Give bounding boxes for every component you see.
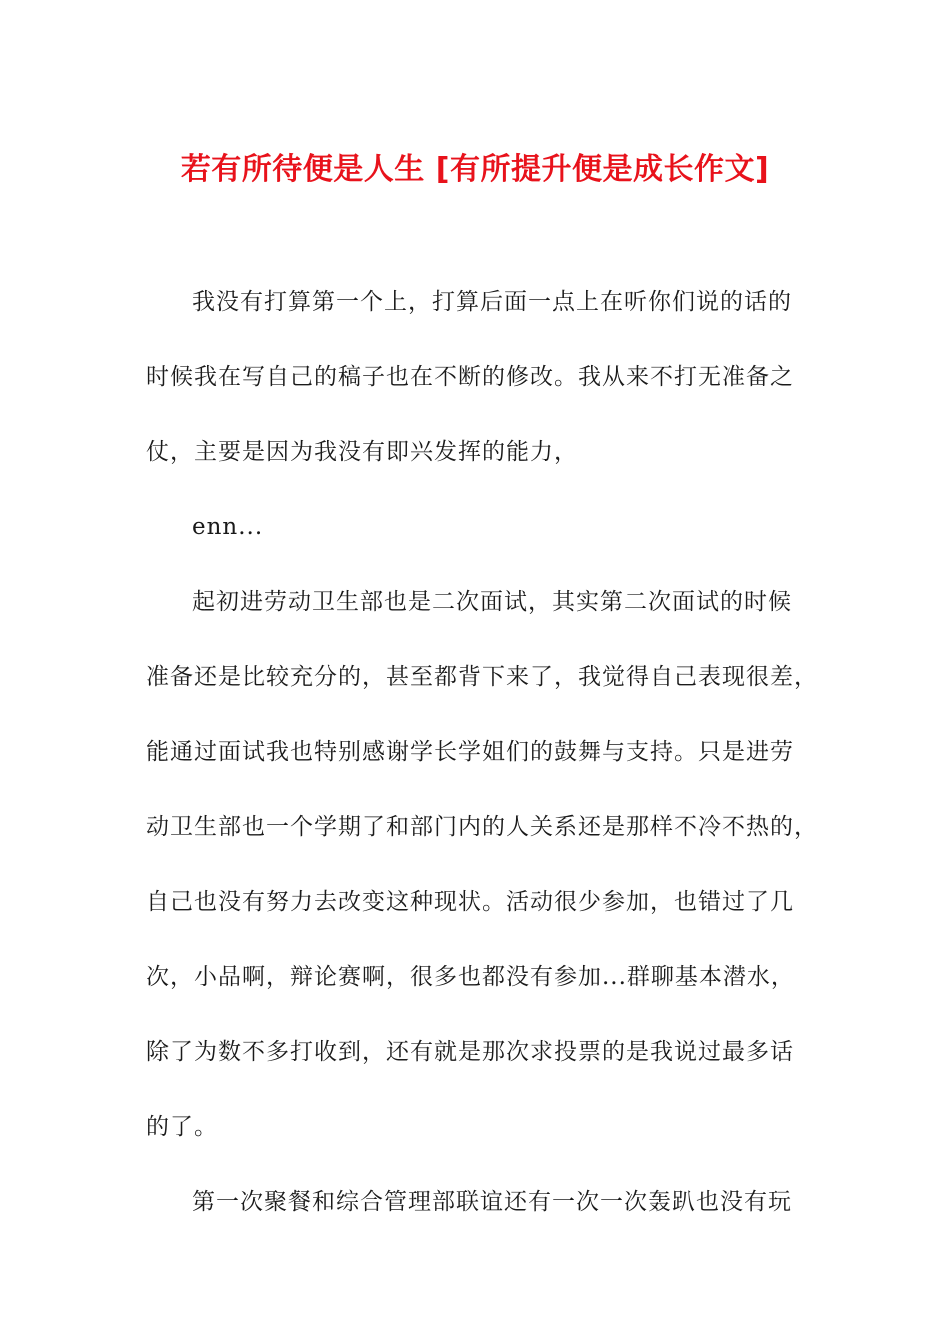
paragraph-line: 我没有打算第一个上，打算后面一点上在听你们说的话的: [192, 289, 792, 315]
paragraph-line: enn...: [192, 514, 264, 540]
paragraph-line: 准备还是比较充分的，甚至都背下来了，我觉得自己表现很差，: [146, 664, 818, 690]
paragraph-line: 时候我在写自己的稿子也在不断的修改。我从来不打无准备之: [146, 364, 794, 390]
paragraph-line: 自己也没有努力去改变这种现状。活动很少参加，也错过了几: [146, 889, 794, 915]
paragraph-line: 次，小品啊，辩论赛啊，很多也都没有参加...群聊基本潜水，: [146, 964, 795, 990]
paragraph-line: 能通过面试我也特别感谢学长学姐们的鼓舞与支持。只是进劳: [146, 739, 794, 765]
document-title: 若有所待便是人生 [有所提升便是成长作文]: [180, 152, 770, 187]
paragraph-line: 的了。: [146, 1114, 218, 1140]
paragraph-line: 第一次聚餐和综合管理部联谊还有一次一次轰趴也没有玩: [192, 1189, 792, 1215]
paragraph-line: 起初进劳动卫生部也是二次面试，其实第二次面试的时候: [192, 589, 792, 615]
paragraph-line: 动卫生部也一个学期了和部门内的人关系还是那样不冷不热的，: [146, 814, 818, 840]
document-body: [146, 282, 818, 1257]
paragraph-line: 仗，主要是因为我没有即兴发挥的能力，: [146, 439, 578, 465]
paragraph-line: 除了为数不多打收到，还有就是那次求投票的是我说过最多话: [146, 1039, 794, 1065]
